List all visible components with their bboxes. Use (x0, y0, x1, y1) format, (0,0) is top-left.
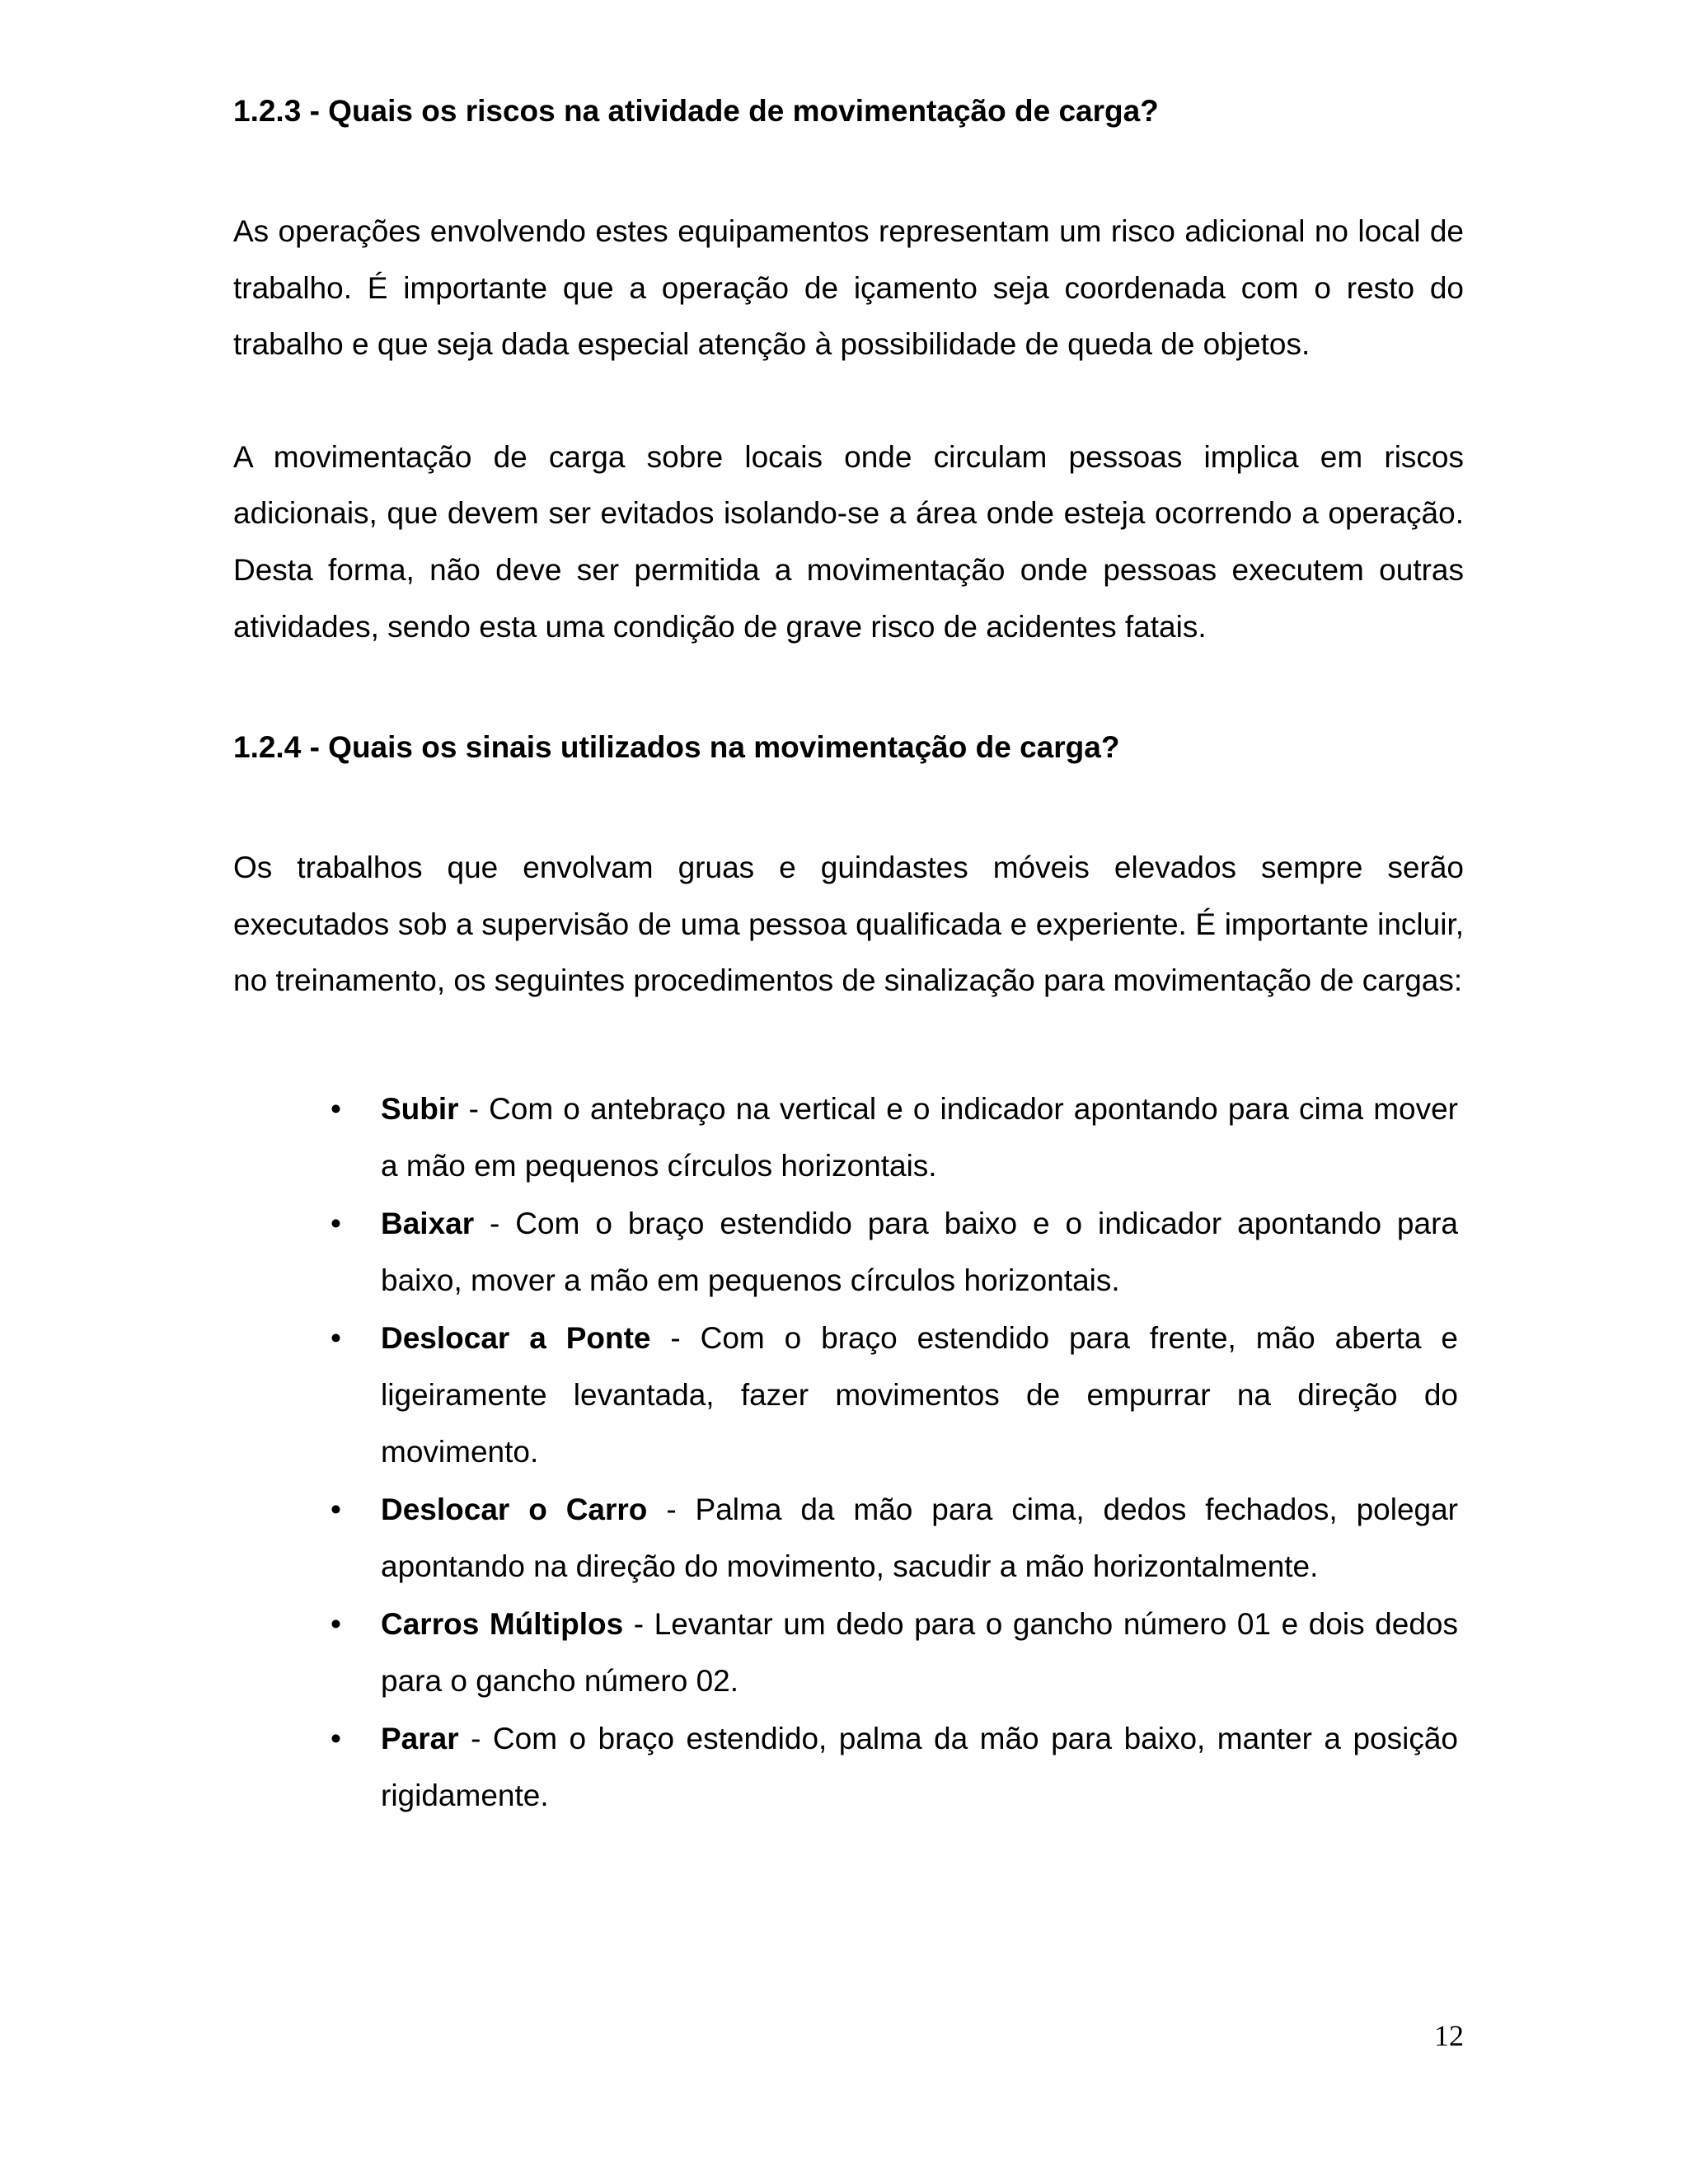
signal-description: - Com o antebraço na vertical e o indicador apontando para cima mover a mão em pequenos círculos horizontais. (381, 1091, 1458, 1183)
signal-term: Carros Múltiplos (381, 1607, 624, 1642)
paragraph-signals-intro: Os trabalhos que envolvam gruas e guindastes móveis elevados sempre serão executados sob a supervisão de uma pessoa qualificada e experiente. É importante incluir, no treinamento, os seguintes procedimentos de sinalização para movimentação de cargas: (233, 851, 1464, 998)
signal-term: Subir (381, 1091, 459, 1126)
section-heading-1-2-4: 1.2.4 - Quais os sinais utilizados na movimentação de carga? (233, 730, 1120, 765)
paragraph-risks-operations: As operações envolvendo estes equipamentos representam um risco adicional no local de trabalho. É importante que a operação de içamento seja coordenada com o resto do trabalho e que seja dada especial atenção à possibilidade de queda de objetos. (233, 214, 1464, 362)
signal-description: - Com o braço estendido para baixo e o indicador apontando para baixo, mover a mão em pequenos círculos horizontais. (381, 1207, 1458, 1297)
signal-description: - Levantar um dedo para o gancho número 01 e dois dedos para o gancho número 02. (381, 1607, 1458, 1698)
bullet-icon: • (331, 1091, 341, 1126)
signal-term: Deslocar o Carro (381, 1493, 648, 1527)
bullet-icon: • (331, 1722, 341, 1756)
document-page (233, 91, 1464, 1826)
list-item-carros-multiplos (233, 1596, 1458, 1709)
signal-description: - Com o braço estendido, palma da mão para baixo, manter a posição rigidamente. (381, 1722, 1458, 1813)
signals-list (233, 1081, 1464, 1825)
list-item-deslocar-ponte (233, 1310, 1458, 1480)
signal-term: Baixar (381, 1207, 475, 1241)
signal-term: Parar (381, 1722, 459, 1756)
list-item-baixar (233, 1196, 1458, 1309)
paragraph-risks-people: A movimentação de carga sobre locais onde circulam pessoas implica em riscos adicionais, que devem ser evitados isolando-se a área onde esteja ocorrendo a operação. Desta forma, não deve ser permitida a movimentação onde pessoas executem outras atividades, sendo esta uma condição de grave risco de acidentes fatais. (233, 439, 1464, 644)
signal-description: - Com o braço estendido para frente, mão aberta e ligeiramente levantada, fazer movimentos de empurrar na direção do movimento. (381, 1321, 1458, 1469)
bullet-icon: • (331, 1321, 341, 1356)
signal-term: Deslocar a Ponte (381, 1321, 651, 1356)
list-item-subir (233, 1081, 1458, 1194)
bullet-icon: • (331, 1607, 341, 1642)
section-heading-1-2-3: 1.2.3 - Quais os riscos na atividade de movimentação de carga? (233, 94, 1159, 128)
list-item-parar (233, 1711, 1458, 1824)
list-item-deslocar-carro (233, 1482, 1458, 1595)
signal-description: - Palma da mão para cima, dedos fechados, polegar apontando na direção do movimento, sacudir a mão horizontalmente. (381, 1493, 1458, 1583)
bullet-icon: • (331, 1493, 341, 1527)
bullet-icon: • (331, 1207, 341, 1241)
page-number: 12 (1434, 2019, 1464, 2052)
